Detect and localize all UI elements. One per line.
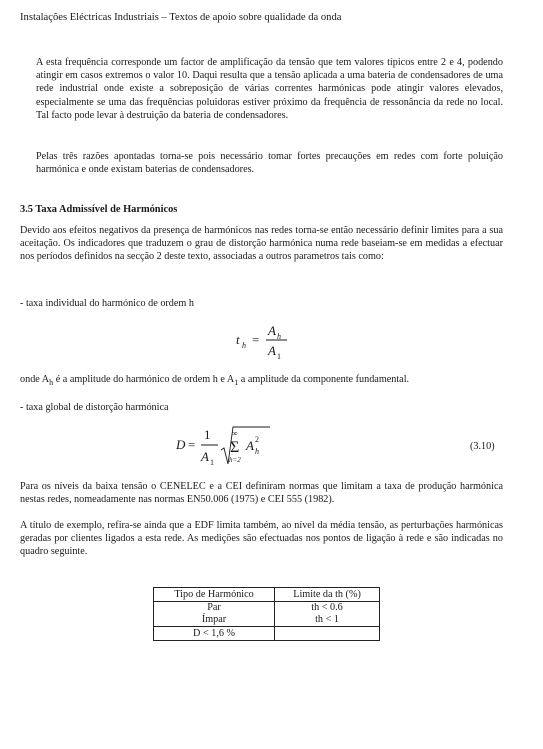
formula2-lhs: D [176, 437, 186, 452]
section-heading: 3.5 Taxa Admissível de Harmónicos [20, 204, 178, 215]
table-header-row [154, 588, 380, 602]
where-sub-1: 1 [234, 378, 239, 388]
item-global-distortion: - taxa global de distorção harmónica [20, 402, 169, 413]
sum-symbol: Σ [230, 439, 240, 456]
formula1-equals: = [252, 332, 260, 347]
formula2-term-sub: h [255, 447, 259, 456]
formula1-denominator: A [268, 343, 276, 358]
item-individual-rate: - taxa individual do harmónico de ordem h [20, 298, 194, 309]
formula1-numerator: A [268, 323, 276, 338]
paragraph-precautions: Pelas três razões apontadas torna-se pois necessário tomar fortes precauções em redes com forte poluição harmónica e onde existam baterias de condensadores. [36, 151, 503, 176]
formula1-numerator-sub: h [277, 332, 281, 341]
formula1-lhs: t [236, 332, 240, 347]
table-empty-cell [275, 627, 380, 641]
page-header: Instalações Eléctricas Industriais – Textos de apoio sobre qualidade da onda [20, 12, 342, 23]
table-header-cell: Tipo de Harmónico [154, 588, 275, 602]
sum-upper: ∞ [232, 429, 238, 438]
table-cell-par-limit: th < 0.6 [311, 602, 343, 613]
table-cell-impar: Ímpar [201, 614, 227, 625]
formula1-lhs-sub: h [242, 341, 246, 350]
table-footer-row [154, 627, 380, 641]
paragraph-indicators: Devido aos efeitos negativos da presença de harmónicos nas redes torna-se então necessário definir limites para a sua aceitação. Os indicadores que traduzem o grau de distorção harmónica numa rede baseiam-se em medidas a efectuar nos períodos definidos na secção 2 deste texto, associadas a outros parametros tais como: [20, 225, 503, 263]
where-post: a amplitude da componente fundamental. [238, 374, 410, 385]
table-row [154, 602, 380, 627]
formula1-denominator-sub: 1 [277, 352, 281, 361]
formula2-equals: = [188, 437, 196, 452]
formula2-numerator: 1 [204, 427, 211, 442]
paragraph-standards: Para os níveis da baixa tensão o CENELEC e a CEI definiram normas que limitam a taxa de produção harmónica nestas redes, nomeadamente nas normas EN50.006 (1975) e CEI 555 (1982). [20, 481, 503, 506]
where-sub-h: h [49, 378, 54, 388]
formula-global-distortion [170, 420, 280, 470]
table-cell-impar-limit: th < 1 [315, 614, 339, 625]
equation-number: (3.10) [470, 441, 495, 452]
formula2-term-sup: 2 [255, 435, 259, 444]
table-cell-par: Par [207, 602, 221, 613]
table-footer-cell: D < 1,6 % [154, 627, 275, 641]
paragraph-edf: A título de exemplo, refira-se ainda que a EDF limita também, ao nível da média tensão, as perturbações harmónicas geradas por clientes ligados a esta rede. As medições são efectuadas nos pontos de ligação à rede e são indicadas no quadro seguinte. [20, 520, 503, 558]
table-cell [275, 602, 380, 627]
formula2-denominator: A [201, 449, 209, 464]
table-cell [154, 602, 275, 627]
where-pre: onde A [20, 374, 50, 385]
table-header-cell: Limite da th (%) [275, 588, 380, 602]
formula2-term: A [246, 438, 254, 453]
paragraph-resonance: A esta frequência corresponde um factor de amplificação da tensão que tem valores típicos entre 2 e 4, podendo atingir em casos extremos o valor 10. Daqui resulta que a tensão aplicada a uma bateria de condensadores de uma rede industrial onde existe a sobreposição de várias correntes harmónicas pode atingir valores elevados, especialmente se uma das frequências poluidoras estiver próximo da frequência de ressonância da rede no local. Tal facto pode levar à destruição da bateria de condensadores. [36, 57, 503, 121]
harmonic-limits-table [153, 587, 380, 641]
sum-lower: h=2 [229, 456, 241, 464]
where-line [20, 374, 409, 387]
where-mid: é a amplitude do harmónico de ordem h e A [53, 374, 235, 385]
formula-individual-rate [230, 320, 300, 362]
formula2-denominator-sub: 1 [210, 458, 214, 467]
